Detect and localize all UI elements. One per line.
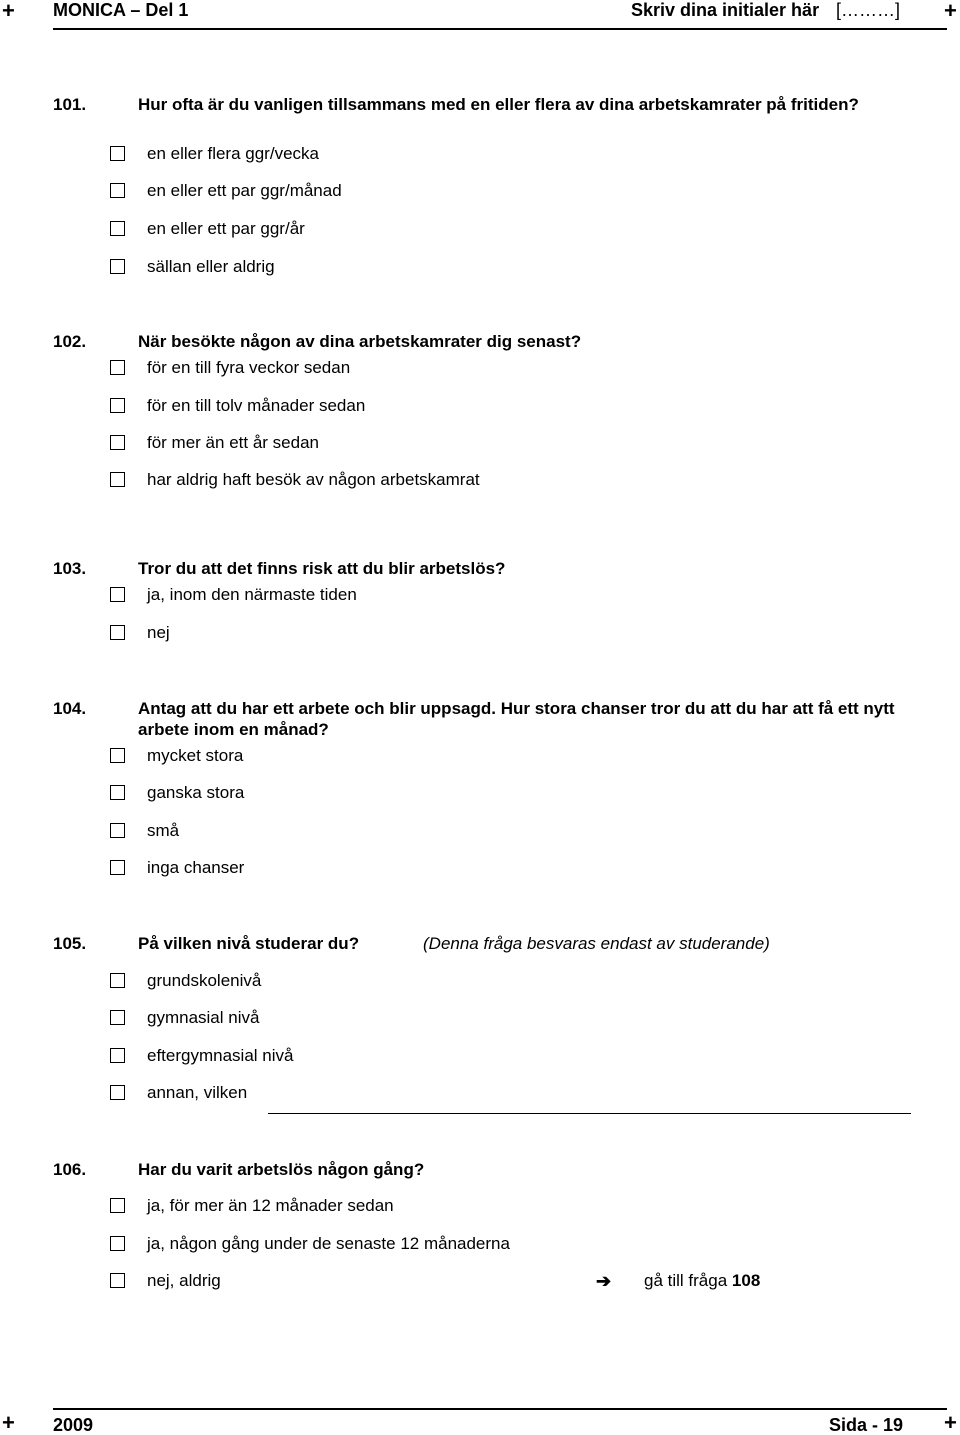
checkbox-icon[interactable] [110,1010,125,1025]
crop-mark-bottom-right: + [944,1410,957,1435]
option-label: nej [147,623,170,642]
option-label: sällan eller aldrig [147,257,275,276]
option-label: för mer än ett år sedan [147,433,319,452]
checkbox-icon[interactable] [110,1236,125,1251]
option-label: mycket stora [147,746,244,765]
option-label: en eller ett par ggr/år [147,219,305,238]
checkbox-icon[interactable] [110,146,125,161]
question-number: 104. [53,699,87,718]
checkbox-icon[interactable] [110,259,125,274]
question-number: 101. [53,95,87,114]
option-label: nej, aldrig [147,1271,221,1290]
skip-target: 108 [731,1271,761,1290]
header-rule [53,28,947,30]
question-text: På vilken nivå studerar du? [138,934,360,953]
question-number: 105. [53,934,87,953]
skip-text: gå till fråga [644,1271,728,1290]
initials-field[interactable]: [………] [836,0,901,20]
question-number: 102. [53,332,87,351]
question-text: Antag att du har ett arbete och blir uppsagd. Hur stora chanser tror du att du har att få ett nytt arbete inom en månad? [138,699,895,739]
checkbox-icon[interactable] [110,221,125,236]
option-label: grundskolenivå [147,971,262,990]
checkbox-icon[interactable] [110,625,125,640]
option-label: ja, inom den närmaste tiden [147,585,357,604]
checkbox-icon[interactable] [110,1198,125,1213]
option-label: små [147,821,180,840]
question-text: Tror du att det finns risk att du blir arbetslös? [138,559,506,578]
checkbox-icon[interactable] [110,587,125,602]
question-number: 103. [53,559,87,578]
question-text: Har du varit arbetslös någon gång? [138,1160,425,1179]
checkbox-icon[interactable] [110,748,125,763]
option-label: inga chanser [147,858,245,877]
option-label: ja, för mer än 12 månader sedan [147,1196,394,1215]
footer-year: 2009 [53,1415,94,1435]
write-in-line[interactable] [268,1113,911,1114]
footer-rule [53,1408,947,1410]
checkbox-icon[interactable] [110,398,125,413]
option-label: en eller flera ggr/vecka [147,144,319,163]
option-label: för en till tolv månader sedan [147,396,366,415]
checkbox-icon[interactable] [110,472,125,487]
question-note: (Denna fråga besvaras endast av studerande) [423,934,770,953]
option-label: annan, vilken [147,1083,248,1102]
option-label: för en till fyra veckor sedan [147,358,351,377]
document-title: MONICA – Del 1 [53,0,189,20]
checkbox-icon[interactable] [110,360,125,375]
skip-instruction [644,1271,760,1291]
option-label: en eller ett par ggr/månad [147,181,342,200]
checkbox-icon[interactable] [110,435,125,450]
crop-mark-bottom-left: + [2,1410,15,1435]
crop-mark-top-right: + [944,0,957,23]
option-label: har aldrig haft besök av någon arbetskamrat [147,470,480,489]
option-label: eftergymnasial nivå [147,1046,294,1065]
option-label: ganska stora [147,783,245,802]
initials-label: Skriv dina initialer här [631,0,820,20]
checkbox-icon[interactable] [110,973,125,988]
question-number: 106. [53,1160,87,1179]
crop-mark-top-left: + [2,0,15,23]
arrow-right-icon: ➔ [596,1271,612,1291]
checkbox-icon[interactable] [110,785,125,800]
checkbox-icon[interactable] [110,1048,125,1063]
checkbox-icon[interactable] [110,823,125,838]
checkbox-icon[interactable] [110,860,125,875]
question-text: När besökte någon av dina arbetskamrater dig senast? [138,332,582,351]
page-number: Sida - 19 [829,1415,904,1435]
checkbox-icon[interactable] [110,1273,125,1288]
question-text: Hur ofta är du vanligen tillsammans med en eller flera av dina arbetskamrater på fritiden? [138,95,859,114]
option-label: ja, någon gång under de senaste 12 månaderna [147,1234,510,1253]
checkbox-icon[interactable] [110,1085,125,1100]
checkbox-icon[interactable] [110,183,125,198]
option-label: gymnasial nivå [147,1008,260,1027]
